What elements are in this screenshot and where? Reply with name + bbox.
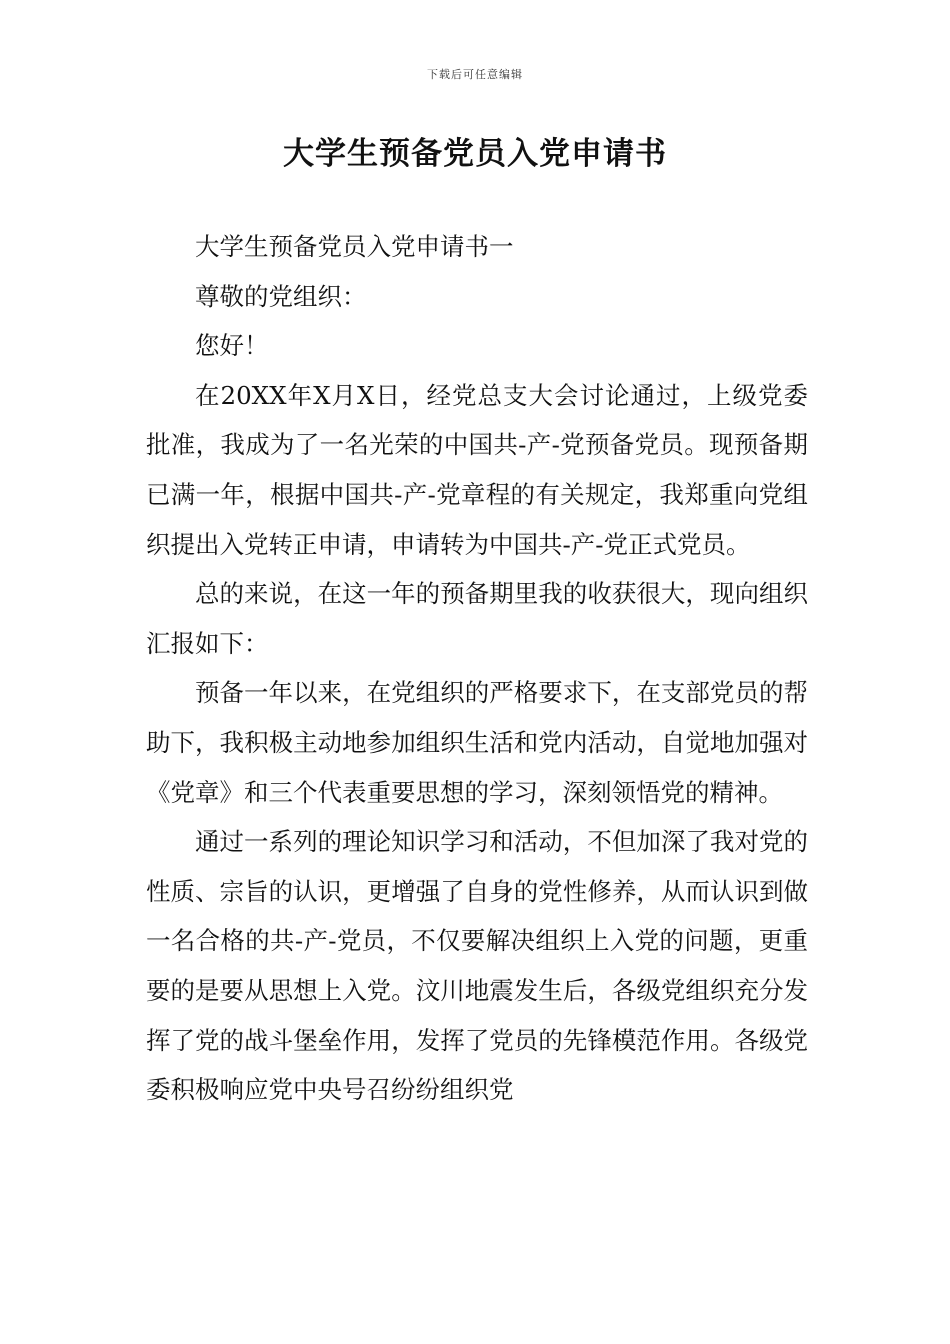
header-note: 下载后可任意编辑	[427, 68, 523, 81]
body-paragraph: 通过一系列的理论知识学习和活动，不但加深了我对党的性质、宗旨的认识，更增强了自身的党性修养，从而认识到做一名合格的共-产-党员，不仅要解决组织上入党的问题，更重要的是要从思想上入党。汶川地震发生后，各级党组织充分发挥了党的战斗堡垒作用，发挥了党员的先锋模范作用。各级党委积极响应党中央号召纷纷组织党	[146, 827, 808, 1105]
document-title: 大学生预备党员入党申请书	[283, 136, 667, 172]
subtitle-paragraph: 大学生预备党员入党申请书一	[195, 232, 514, 261]
body-paragraph: 在20XX年X月X日，经党总支大会讨论通过，上级党委批准，我成为了一名光荣的中国共-产-党预备党员。现预备期已满一年，根据中国共-产-党章程的有关规定，我郑重向党组织提出入党转正申请，申请转为中国共-产-党正式党员。	[146, 380, 808, 559]
body-paragraph: 总的来说，在这一年的预备期里我的收获很大，现向组织汇报如下：	[146, 579, 808, 658]
greeting-paragraph: 您好！	[195, 331, 269, 361]
document-body	[146, 222, 808, 1115]
body-paragraph: 预备一年以来，在党组织的严格要求下，在支部党员的帮助下，我积极主动地参加组织生活和党内活动，自觉地加强对《党章》和三个代表重要思想的学习，深刻领悟党的精神。	[146, 678, 808, 807]
salutation-paragraph: 尊敬的党组织：	[195, 281, 367, 311]
